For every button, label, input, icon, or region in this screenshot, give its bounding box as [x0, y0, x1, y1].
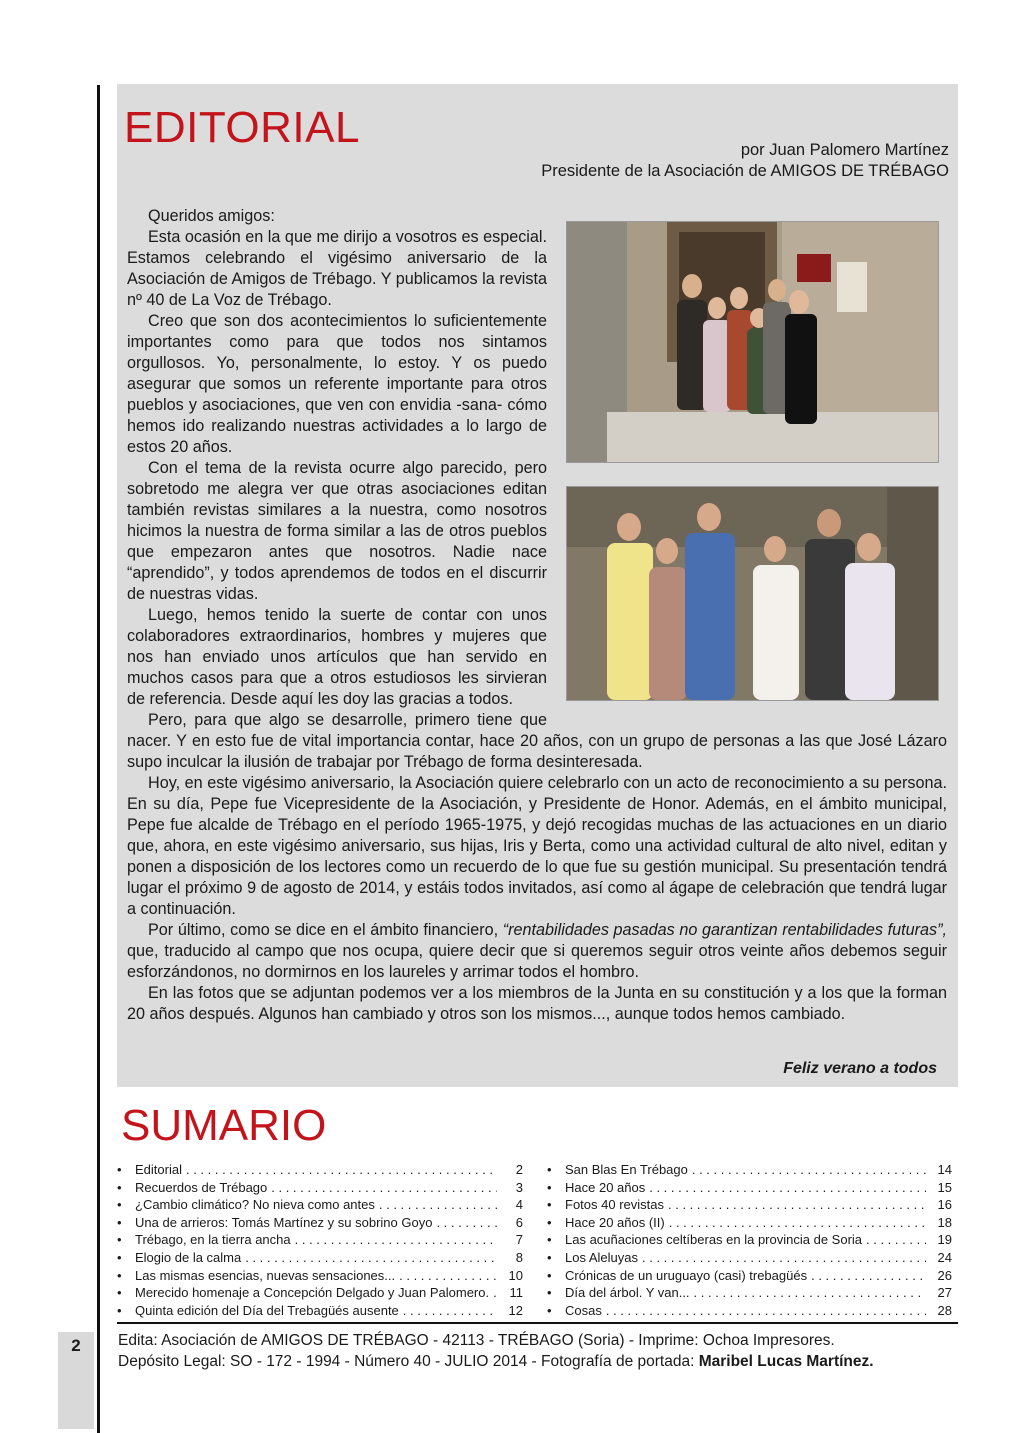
greeting: Queridos amigos: — [148, 207, 275, 225]
sumario-list-left — [117, 1161, 523, 1319]
leader-dots — [669, 1214, 926, 1232]
bullet-icon: • — [117, 1249, 122, 1265]
sumario-item-title: Cosas — [565, 1302, 602, 1318]
bullet-icon: • — [117, 1214, 122, 1230]
sumario-item-page: 26 — [937, 1267, 952, 1283]
bullet-icon: • — [547, 1197, 552, 1213]
bullet-icon: • — [117, 1267, 122, 1283]
leader-dots — [436, 1214, 497, 1232]
paragraph-7-start: Por último, como se dice en el ámbito financiero, — [148, 921, 503, 939]
sumario-item — [547, 1161, 952, 1179]
leader-dots — [379, 1196, 497, 1214]
sumario-item-page: 24 — [937, 1249, 952, 1265]
paragraph-5: Pero, para que algo se desarrolle, primero tiene que nacer. Y en esto fue de vital importancia contar, hace 20 años, con un grupo de personas a las que José Lázaro supo inculcar la ilusión de trabajar por Trébago de forma desinteresada. — [127, 711, 947, 771]
sumario-item-title: Merecido homenaje a Concepción Delgado y Juan Palomero. — [135, 1285, 490, 1301]
sumario-item-page: 27 — [937, 1285, 952, 1301]
sumario-item-page: 15 — [937, 1179, 952, 1195]
sumario-item — [117, 1214, 523, 1232]
footer-rule — [117, 1322, 958, 1324]
leader-dots — [245, 1249, 497, 1267]
bullet-icon: • — [117, 1302, 122, 1318]
bullet-icon: • — [547, 1302, 552, 1318]
bullet-icon: • — [547, 1232, 552, 1248]
bullet-icon: • — [547, 1179, 552, 1195]
bullet-icon: • — [117, 1162, 122, 1177]
sumario-item — [547, 1179, 952, 1197]
paragraph-7-end: que, traducido al campo que nos ocupa, quiere decir que si queremos seguir otros veinte años debemos seguir esforzándonos, no dormirnos en los laureles y arrimar todos el hombro. — [127, 942, 947, 981]
bullet-icon: • — [547, 1285, 552, 1301]
sumario-item-title: Quinta edición del Día del Trebagüés ausente — [135, 1302, 399, 1318]
sumario-item-page: 16 — [937, 1197, 952, 1213]
leader-dots — [493, 1284, 497, 1302]
bullet-icon: • — [117, 1232, 122, 1248]
leader-dots — [271, 1179, 497, 1197]
leader-dots — [642, 1249, 926, 1267]
footer-photo-credit: Maribel Lucas Martínez. — [698, 1353, 874, 1370]
footer-line-2 — [118, 1351, 958, 1372]
photo-group-wall — [566, 486, 939, 701]
sumario-item — [117, 1196, 523, 1214]
leader-dots — [606, 1302, 926, 1320]
leader-dots — [668, 1196, 926, 1214]
bullet-icon: • — [117, 1179, 122, 1195]
sumario-item-title: Trébago, en la tierra ancha — [135, 1232, 291, 1248]
sumario-item — [117, 1179, 523, 1197]
sumario-item-title: ¿Cambio climático? No nieva como antes — [135, 1197, 375, 1213]
editorial-title: EDITORIAL — [124, 103, 360, 152]
bullet-icon: • — [117, 1285, 122, 1301]
sumario-item — [117, 1231, 523, 1249]
sumario-item — [117, 1284, 523, 1302]
sumario-item-page: 7 — [515, 1232, 523, 1248]
footer — [118, 1330, 958, 1372]
byline-role: Presidente de la Asociación de AMIGOS DE TRÉBAGO — [541, 162, 949, 180]
leader-dots — [866, 1231, 926, 1249]
sumario-item-page: 8 — [515, 1249, 523, 1265]
sumario-item — [117, 1161, 523, 1179]
sumario-item-title: Editorial — [135, 1162, 182, 1177]
sumario-item-page: 28 — [937, 1302, 952, 1318]
paragraph-7 — [127, 920, 947, 983]
sumario-item — [117, 1267, 523, 1285]
bullet-icon: • — [547, 1214, 552, 1230]
sumario-item-title: Hace 20 años (II) — [565, 1214, 665, 1230]
leader-dots — [403, 1302, 497, 1320]
sumario-item-page: 11 — [509, 1285, 523, 1301]
sumario-title: SUMARIO — [121, 1101, 327, 1150]
leader-dots — [811, 1267, 926, 1285]
photo-group-doorway-illustration — [567, 222, 938, 462]
sumario-item — [117, 1302, 523, 1320]
bullet-icon: • — [547, 1267, 552, 1283]
bullet-icon: • — [547, 1249, 552, 1265]
bullet-icon: • — [117, 1197, 122, 1213]
sumario-item-page: 3 — [515, 1179, 523, 1195]
sumario-item-title: Una de arrieros: Tomás Martínez y su sobrino Goyo — [135, 1214, 433, 1230]
sumario-item-page: 19 — [937, 1232, 952, 1248]
leader-dots — [694, 1284, 926, 1302]
sumario-item — [547, 1284, 952, 1302]
leader-dots — [649, 1179, 926, 1197]
leader-dots — [295, 1231, 497, 1249]
sumario-item-title: Fotos 40 revistas — [565, 1197, 664, 1213]
sumario-item-title: Las mismas esencias, nuevas sensaciones... — [135, 1267, 396, 1283]
vertical-rule — [97, 85, 100, 1433]
sumario-item — [547, 1214, 952, 1232]
sumario-item-page: 12 — [508, 1302, 523, 1318]
sumario-item-page: 14 — [937, 1162, 952, 1177]
paragraph-3: Con el tema de la revista ocurre algo parecido, pero sobretodo me alegra ver que otras asociaciones editan también revistas similares a la nuestra, como nosotros hicimos la nuestra de forma similar a las de otros pueblos que empezaron antes que nosotros. Nadie nace “aprendido”, y todos aprendemos de todos en el discurrir de nuestras vidas. — [127, 459, 547, 603]
paragraph-6: Hoy, en este vigésimo aniversario, la Asociación quiere celebrarlo con un acto de reconocimiento a su persona. En su día, Pepe fue Vicepresidente de la Asociación, y Presidente de Honor. Además, en el ámbito municipal, Pepe fue alcalde de Trébago en el período 1965-1975, y dejó recogidas muchas de las actuaciones en un diario que, ahora, en este vigésimo aniversario, sus hijas, Iris y Berta, como una actividad cultural de alto nivel, editan y ponen a disposición de los lectores como un recuerdo de lo que fue su gestión municipal. Su presentación tendrá lugar el próximo 9 de agosto de 2014, y estáis todos invitados, así como al ágape de celebración que tendrá lugar a continuación. — [127, 774, 947, 918]
sumario-item — [547, 1302, 952, 1320]
sumario-item-page: 6 — [515, 1214, 523, 1230]
footer-line-1: Edita: Asociación de AMIGOS DE TRÉBAGO - 42113 - TRÉBAGO (Soria) - Imprime: Ochoa Impresores. — [118, 1332, 835, 1349]
sumario-item-title: Día del árbol. Y van... — [565, 1285, 690, 1301]
sumario-item — [547, 1249, 952, 1267]
paragraph-8: En las fotos que se adjuntan podemos ver a los miembros de la Junta en su constitución y a los que la forman 20 años después. Algunos han cambiado y otros son los mismos..., aunque todos hemos cambiado. — [127, 984, 947, 1023]
paragraph-2: Creo que son dos acontecimientos lo suficientemente importantes como para que todos nos sintamos orgullosos. Yo, personalmente, lo estoy. Y os puedo asegurar que somos un referente importante para otros pueblos y asociaciones, que ven con envidia -sana- cómo hemos ido realizando nuestras actividades a lo largo de estos 20 años. — [127, 312, 547, 456]
sumario-item-title: Recuerdos de Trébago — [135, 1179, 268, 1195]
signoff: Feliz verano a todos — [783, 1060, 937, 1077]
leader-dots — [399, 1267, 497, 1285]
footer-legal: Depósito Legal: SO - 172 - 1994 - Número 40 - JULIO 2014 - Fotografía de portada: — [118, 1353, 699, 1370]
paragraph-4: Luego, hemos tenido la suerte de contar con unos colaboradores extraordinarios, hombres y mujeres que nos han enviado unos artículos que han servido en muchos casos para que a otros estudiosos les sirvieran de referencia. Desde aquí les doy las gracias a todos. — [127, 606, 547, 708]
page-number: 2 — [71, 1336, 81, 1355]
sumario-item-title: Crónicas de un uruguayo (casi) trebagüés — [565, 1267, 808, 1283]
sumario-item — [547, 1196, 952, 1214]
photo-group-doorway — [566, 221, 939, 463]
sumario-list-right — [547, 1161, 952, 1319]
byline-author: por Juan Palomero Martínez — [740, 141, 949, 159]
sumario-item — [547, 1231, 952, 1249]
sumario-item-title: Elogio de la calma — [135, 1249, 242, 1265]
sumario-item — [547, 1267, 952, 1285]
sumario-item — [117, 1249, 523, 1267]
paragraph-1: Esta ocasión en la que me dirijo a vosotros es especial. Estamos celebrando el vigésimo aniversario de la Asociación de Amigos de Trébago. Y publicamos la revista nº 40 de La Voz de Trébago. — [127, 228, 547, 309]
bullet-icon: • — [547, 1162, 552, 1177]
byline — [541, 140, 949, 182]
sumario-item-page: 4 — [515, 1197, 523, 1213]
sumario-item-page: 2 — [515, 1162, 523, 1177]
sumario-item-page: 10 — [508, 1267, 523, 1283]
sumario-item-page: 18 — [937, 1214, 952, 1230]
leader-dots — [692, 1161, 926, 1179]
leader-dots — [186, 1161, 497, 1179]
paragraph-7-quote: “rentabilidades pasadas no garantizan rentabilidades futuras”, — [502, 921, 947, 939]
photo-group-wall-illustration — [567, 487, 938, 700]
sumario-item-title: Hace 20 años — [565, 1179, 646, 1195]
sumario-item-title: Las acuñaciones celtíberas en la provincia de Soria — [565, 1232, 863, 1248]
sumario-item-title: Los Aleluyas — [565, 1249, 638, 1265]
sumario-item-title: San Blas En Trébago — [565, 1162, 688, 1177]
